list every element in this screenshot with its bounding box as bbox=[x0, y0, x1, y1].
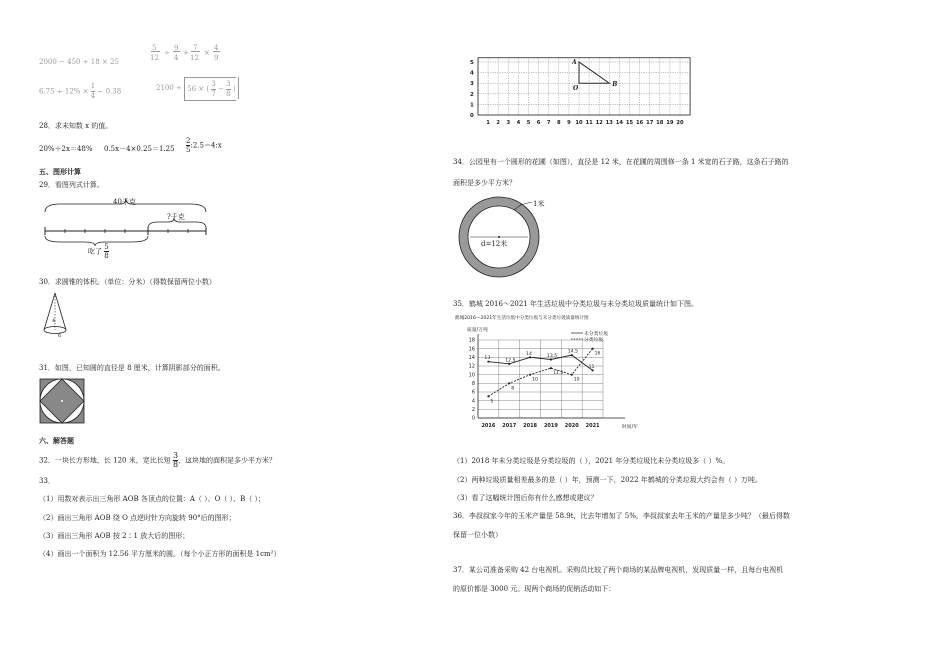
frac-num: 9 bbox=[174, 44, 179, 52]
x-tick-label: 2018 bbox=[523, 423, 538, 429]
x-tick-label: 2020 bbox=[564, 423, 579, 429]
y-axis-label: 质量/万吨 bbox=[467, 328, 488, 333]
x-axis-label: 时间/年 bbox=[622, 425, 639, 430]
calc-expression-4: 2100 ÷ 56 × ( $\frac{3}{7}$ − $\frac{3}{8}$ ) bbox=[156, 77, 239, 101]
frac-den: 4 bbox=[174, 54, 179, 62]
grid-x-tick: 6 bbox=[536, 120, 541, 126]
data-point bbox=[550, 367, 552, 369]
question-34-line-2: 面积是多少平方米？ bbox=[453, 179, 516, 187]
equation-2: 0.5x－4×0.25＝1.25 bbox=[104, 145, 175, 153]
data-label: 14 bbox=[526, 351, 532, 357]
question-34-line-1: 34．公园里有一个圆形的花圃（如图），直径是 12 米，在花圃的周围修一条 1 米宽的石子路，这条石子路的 bbox=[453, 158, 789, 166]
x-tick-label: 2021 bbox=[585, 423, 600, 429]
frac-den: 12 bbox=[150, 54, 159, 62]
y-tick-label: 6 bbox=[471, 389, 475, 396]
x-tick-label: 2019 bbox=[543, 423, 558, 429]
shaded-circle-figure bbox=[38, 377, 86, 425]
data-label: 8 bbox=[511, 386, 515, 392]
question-33-part-4: （4）画出一个面积为 12.56 平方厘米的圆。（每个小正方形的面积是 1cm²） bbox=[39, 550, 281, 558]
grid-x-tick: 12 bbox=[595, 120, 603, 126]
q29-unknown-label: ?千克 bbox=[167, 213, 185, 221]
grid-x-tick: 10 bbox=[575, 120, 583, 126]
grid-x-tick: 9 bbox=[567, 120, 571, 126]
section-6-heading: 六、解答题 bbox=[39, 436, 74, 445]
q29-eaten-label: 吃了 $\frac{5}{8}$ bbox=[88, 243, 109, 260]
equation-1: 20%＋2x＝48% bbox=[39, 145, 93, 153]
grid-x-tick: 2 bbox=[496, 120, 501, 126]
question-33-part-2: （2）画出三角形 AOB 绕 O 点逆时针方向旋转 90°后的图形； bbox=[39, 514, 236, 522]
data-label: 16 bbox=[594, 351, 601, 357]
x-tick-label: 2016 bbox=[481, 423, 496, 429]
data-point bbox=[487, 395, 489, 397]
grid-x-tick: 19 bbox=[666, 120, 674, 126]
grid-x-tick: 8 bbox=[556, 120, 561, 126]
question-33-label: 33． bbox=[39, 477, 55, 485]
y-tick-label: 16 bbox=[468, 346, 475, 353]
calc-expression-3: 6.75 ÷ 12% × $\frac{1}{4}$ − 0.38 bbox=[39, 82, 122, 100]
data-point bbox=[591, 348, 593, 350]
section-5-heading: 五、图形计算 bbox=[39, 167, 81, 176]
data-point bbox=[529, 374, 531, 376]
question-33-part-3: （3）画出三角形 AOB 按 2∶1 放大后的图形； bbox=[39, 532, 190, 540]
frac-num: 4 bbox=[214, 44, 219, 52]
grid-y-tick: 3 bbox=[470, 81, 474, 88]
grid-x-tick: 4 bbox=[516, 120, 521, 126]
grid-x-tick: 14 bbox=[615, 120, 624, 126]
garbage-line-chart bbox=[453, 312, 653, 440]
frac-num: 7 bbox=[193, 44, 198, 52]
question-29-label: 29．看图列式计算。 bbox=[39, 181, 104, 189]
question-37-line-1: 37．某公司准备采购 42 台电视机。采购员比较了两个商场的某品牌电视机，发现质量一样，且每台电视机 bbox=[453, 566, 784, 574]
question-36-line-2: 保留一位小数） bbox=[453, 531, 502, 539]
question-30-label: 30．求圆锥的体积。（单位：分米）（得数保留两位小数） bbox=[39, 278, 216, 286]
grid-x-tick: 18 bbox=[656, 120, 664, 126]
grid-x-tick: 1 bbox=[486, 120, 490, 126]
diameter-label: d=12米 bbox=[481, 240, 508, 248]
grid-x-tick: 17 bbox=[646, 120, 654, 126]
question-37-line-2: 的原价都是 3000 元。现两个商场的促销活动如下： bbox=[453, 585, 616, 593]
grid-y-tick: 4 bbox=[470, 70, 474, 77]
cone-height-label: 4 bbox=[52, 318, 56, 324]
data-point bbox=[508, 382, 510, 384]
grid-x-tick: 16 bbox=[635, 120, 644, 126]
x-tick-label: 2017 bbox=[502, 423, 517, 429]
data-label: 13 bbox=[484, 356, 491, 362]
grid-y-tick: 2 bbox=[470, 91, 474, 98]
data-label: 11 bbox=[588, 364, 595, 370]
chart-title: 鹤城2016—2021年生活垃圾中分类垃圾与未分类垃圾质量统计图 bbox=[455, 316, 589, 321]
data-label: 12.5 bbox=[505, 358, 516, 364]
question-33-part-1: （1）用数对表示出三角形 AOB 各顶点的位置：A（ ）、O（ ）、B（ ）； bbox=[39, 495, 265, 503]
question-31-label: 31．如图，已知圆的直径是 8 厘米，计算阴影部分的面积。 bbox=[39, 364, 225, 372]
grid-x-tick: 5 bbox=[526, 120, 531, 126]
data-point bbox=[571, 374, 573, 376]
grid-x-tick: 15 bbox=[625, 120, 634, 126]
cone-diameter-label: 6 bbox=[58, 333, 62, 339]
grid-x-tick: 3 bbox=[506, 120, 511, 126]
path-width-label: 1米 bbox=[533, 200, 545, 208]
y-tick-label: 12 bbox=[468, 363, 475, 370]
frac-den: 9 bbox=[214, 54, 219, 62]
frac-num: 5 bbox=[152, 44, 157, 52]
cone-figure bbox=[40, 290, 70, 340]
question-32: 32．一块长方形地，长 120 米，宽比长短 $\frac{3}{8}$ ，这块地的面积是多少平方米？ bbox=[39, 451, 277, 469]
vertex-label-a: A bbox=[572, 59, 577, 66]
question-28-label: 28．求未知数 x 的值。 bbox=[39, 122, 113, 130]
vertex-label-o: O bbox=[573, 85, 579, 93]
y-tick-label: 0 bbox=[471, 415, 475, 422]
y-tick-label: 2 bbox=[471, 407, 475, 414]
grid-x-tick: 7 bbox=[546, 120, 551, 126]
legend-label: 分类垃圾 bbox=[584, 337, 604, 343]
data-label: 10 bbox=[532, 377, 538, 383]
grid-x-tick: 20 bbox=[676, 120, 684, 126]
equation-3: $\frac{2}{5}$ :2.5＝4:x bbox=[186, 137, 222, 154]
triangle-aob bbox=[579, 62, 609, 83]
grid-y-tick: 0 bbox=[470, 113, 474, 119]
y-tick-label: 18 bbox=[468, 337, 475, 344]
question-35-part-3: （3）看了这幅统计图后你有什么感想或建议？ bbox=[453, 494, 598, 502]
data-label: 13.5 bbox=[546, 354, 558, 359]
y-tick-label: 10 bbox=[468, 372, 475, 379]
question-35-label: 35．鹤城 2016～2021 年生活垃圾中分类垃圾与未分类垃圾质量统计如下图。 bbox=[453, 300, 698, 308]
grid-x-tick: 11 bbox=[585, 120, 593, 126]
data-label: 11.5 bbox=[552, 371, 564, 377]
data-label: 10 bbox=[573, 377, 580, 383]
question-35-part-2: （2）两种垃圾质量相差最多的是（ ）年，预测一下，2022 年鹤城的分类垃圾大约会有（ ）万吨。 bbox=[453, 476, 762, 484]
coordinate-grid bbox=[455, 49, 700, 129]
question-35-part-1: （1）2018 年未分类垃圾是分类垃圾的（ ），2021 年分类垃圾比未分类垃圾多（ ）%。 bbox=[453, 457, 730, 465]
grid-y-tick: 1 bbox=[470, 102, 474, 109]
q29-total-label: 40千克 bbox=[113, 198, 136, 206]
data-label: 5 bbox=[490, 399, 494, 405]
grid-y-tick: 5 bbox=[470, 60, 474, 66]
question-36-line-1: 36．李叔叔家今年的玉米产量是 58.9t，比去年增加了 5%，李叔叔家去年玉米的产量是多少吨？（最后得数 bbox=[453, 512, 790, 520]
data-label: 14.5 bbox=[567, 349, 578, 355]
y-tick-label: 8 bbox=[471, 381, 475, 388]
frac-den: 12 bbox=[190, 54, 199, 62]
vertex-label-b: B bbox=[612, 81, 618, 89]
grid-x-tick: 13 bbox=[605, 120, 613, 126]
legend-label: 未分类垃圾 bbox=[584, 331, 608, 337]
y-tick-label: 14 bbox=[468, 355, 475, 362]
calc-expression-1: 2000 − 450 ÷ 18 × 25 bbox=[39, 58, 119, 66]
y-tick-label: 4 bbox=[471, 398, 475, 405]
